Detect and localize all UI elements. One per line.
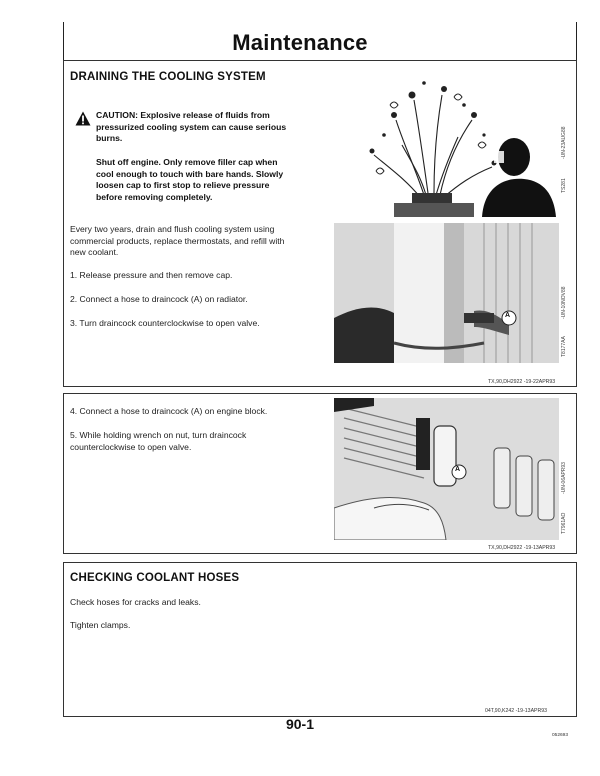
step-5-line: counterclockwise to open valve. [70, 441, 192, 452]
step-2: 2. Connect a hose to draincock (A) on radiator. [70, 294, 248, 304]
image-code: TS281 [561, 178, 567, 193]
intro-line: commercial products, replace thermostats, and refill with [70, 235, 285, 246]
caution-line: CAUTION: Explosive release of fluids from [96, 110, 270, 120]
image-code: -UN-10NOV88 [561, 286, 567, 319]
hoses-line-2: Tighten clamps. [70, 620, 131, 630]
image-code: T7961AO [561, 512, 567, 534]
radiator-photo-graphic [334, 223, 559, 363]
warning-line: cool enough to touch with bare hands. Slowly [96, 168, 284, 179]
step-5-line: 5. While holding wrench on nut, turn draincock [70, 430, 247, 440]
reference-code: TX,90,DH2922 -19-22APR93 [488, 379, 556, 385]
intro-line: Every two years, drain and flush cooling system using [70, 224, 275, 234]
warning-text [96, 157, 336, 203]
warning-line: before removing completely. [96, 191, 213, 202]
warning-line: Shut off engine. Only remove filler cap when [96, 157, 278, 167]
engine-block-draincock-photo [334, 398, 559, 540]
page-title: Maintenance [232, 30, 368, 55]
reference-code: 04T,90,K242 -19-13APR93 [485, 708, 548, 714]
section-heading: DRAINING THE COOLING SYSTEM [70, 71, 266, 83]
intro-paragraph [70, 224, 340, 259]
engine-photo-graphic [334, 398, 559, 540]
footer-code: 052693 [552, 733, 569, 738]
section-heading: CHECKING COOLANT HOSES [70, 572, 240, 584]
intro-line: new coolant. [70, 247, 119, 257]
caution-text [96, 110, 336, 145]
step-5 [70, 430, 330, 453]
caution-triangle-icon [75, 111, 91, 126]
step-3: 3. Turn draincock counterclockwise to open valve. [70, 318, 260, 328]
caution-line: burns. [96, 133, 123, 143]
step-4: 4. Connect a hose to draincock (A) on engine block. [70, 406, 268, 416]
section-draining-cooling-system [63, 60, 577, 387]
callout-label-a: A [455, 466, 461, 473]
image-code: -UN-23AUG88 [561, 126, 567, 159]
section-engine-block-draincock [63, 393, 577, 554]
callout-label-a: A [505, 312, 511, 319]
page-number: 90-1 [285, 716, 315, 732]
hoses-line-1: Check hoses for cracks and leaks. [70, 597, 201, 607]
image-code: T8177AA [561, 336, 567, 357]
caution-line: pressurized cooling system can cause serious [96, 121, 287, 132]
section-checking-coolant-hoses [63, 562, 577, 717]
step-1: 1. Release pressure and then remove cap. [70, 270, 233, 280]
explosive-release-illustration [354, 75, 559, 217]
image-code: -UN-06APR93 [561, 462, 567, 494]
reference-code: TX,90,DH2922 -19-13APR93 [488, 545, 556, 551]
radiator-draincock-photo [334, 223, 559, 363]
warning-line: loosen cap to first stop to relieve pressure [96, 180, 270, 190]
